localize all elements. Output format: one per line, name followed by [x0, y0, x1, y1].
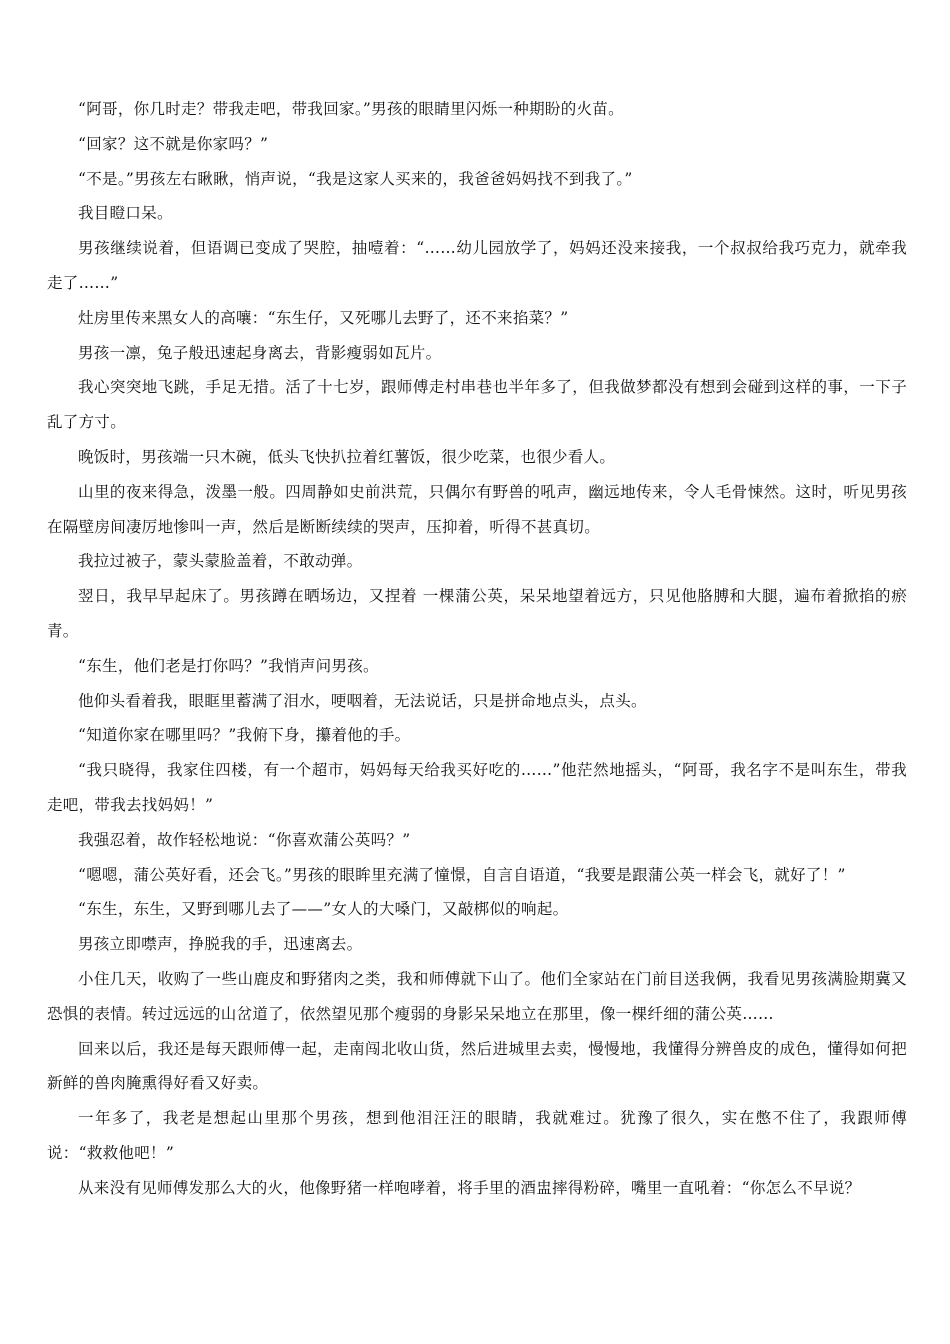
paragraph: 男孩一凛，兔子般迅速起身离去，背影瘦弱如瓦片。 — [78, 343, 442, 362]
paragraph: 回来以后，我还是每天跟师傅一起，走南闯北收山货，然后进城里去卖，慢慢地，我懂得分辨兽皮的成色，懂得如何把新鲜的兽肉腌熏得好看又好卖。 — [47, 1039, 907, 1093]
paragraph: 男孩立即噤声，挣脱我的手，迅速离去。 — [78, 935, 363, 954]
paragraph: “东生，他们老是打你吗？”我悄声问男孩。 — [78, 656, 379, 675]
paragraph: “嗯嗯，蒲公英好看，还会飞。”男孩的眼眸里充满了憧憬，自言自语道，“我要是跟蒲公英一样会飞，就好了！” — [78, 865, 846, 884]
paragraph: “我只晓得，我家住四楼，有一个超市，妈妈每天给我买好吃的……”他茫然地摇头，“阿哥，我名字不是叫东生，带我走吧，带我去找妈妈！” — [47, 761, 907, 814]
paragraph: 小住几天，收购了一些山鹿皮和野猪肉之类，我和师傅就下山了。他们全家站在门前目送我俩，我看见男孩满脸期冀又恐惧的表情。转过远远的山岔道了，依然望见那个瘦弱的身影呆呆地立在那里，像一棵纤细的蒲公英…… — [47, 969, 907, 1023]
paragraph: 我目瞪口呆。 — [78, 204, 173, 223]
paragraph: “回家？这不就是你家吗？” — [78, 134, 269, 153]
paragraph: 我拉过被子，蒙头蒙脸盖着，不敢动弹。 — [78, 552, 363, 571]
paragraph: 灶房里传来黑女人的高嚷：“东生仔，又死哪儿去野了，还不来掐菜？” — [78, 308, 569, 327]
document-body — [47, 92, 907, 1206]
paragraph: 他仰头看着我，眼眶里蓄满了泪水，哽咽着，无法说话，只是拼命地点头，点头。 — [78, 691, 647, 710]
paragraph: “不是。”男孩左右瞅瞅，悄声说，“我是这家人买来的，我爸爸妈妈找不到我了。” — [78, 169, 633, 188]
paragraph: 我强忍着，故作轻松地说：“你喜欢蒲公英吗？” — [78, 830, 411, 849]
paragraph: “东生，东生，又野到哪儿去了——”女人的大嗓门，又敲梆似的响起。 — [78, 900, 569, 919]
paragraph: 男孩继续说着，但语调已变成了哭腔，抽噎着：“……幼儿园放学了，妈妈还没来接我，一个叔叔给我巧克力，就牵我走了……” — [47, 239, 907, 292]
paragraph: “知道你家在哪里吗？”我俯下身，攥着他的手。 — [78, 726, 411, 745]
paragraph: 我心突突地飞跳，手足无措。活了十七岁，跟师傅走村串巷也半年多了，但我做梦都没有想到会碰到这样的事，一下子乱了方寸。 — [47, 378, 907, 432]
paragraph: 翌日，我早早起床了。男孩蹲在晒场边，又捏着 一棵蒲公英，呆呆地望着远方，只见他胳膊和大腿，遍布着掀掐的瘀青。 — [47, 587, 907, 640]
paragraph: “阿哥，你几时走？带我走吧，带我回家。”男孩的眼睛里闪烁一种期盼的火苗。 — [78, 100, 624, 118]
paragraph: 晚饭时，男孩端一只木碗，低头飞快扒拉着红薯饭，很少吃菜，也很少看人。 — [78, 447, 616, 466]
paragraph: 山里的夜来得急，泼墨一般。四周静如史前洪荒，只偶尔有野兽的吼声，幽远地传来，令人毛骨悚然。这时，听见男孩在隔壁房间凄厉地惨叫一声，然后是断断续续的哭声，压抑着，听得不甚真切。 — [47, 482, 907, 536]
paragraph: 一年多了，我老是想起山里那个男孩，想到他泪汪汪的眼睛，我就难过。犹豫了很久，实在憋不住了，我跟师傅说：“救救他吧！” — [47, 1109, 907, 1162]
paragraph: 从来没有见师傅发那么大的火，他像野猪一样咆哮着，将手里的酒盅摔得粉碎，嘴里一直吼着：“你怎么不早说？ — [78, 1178, 861, 1197]
